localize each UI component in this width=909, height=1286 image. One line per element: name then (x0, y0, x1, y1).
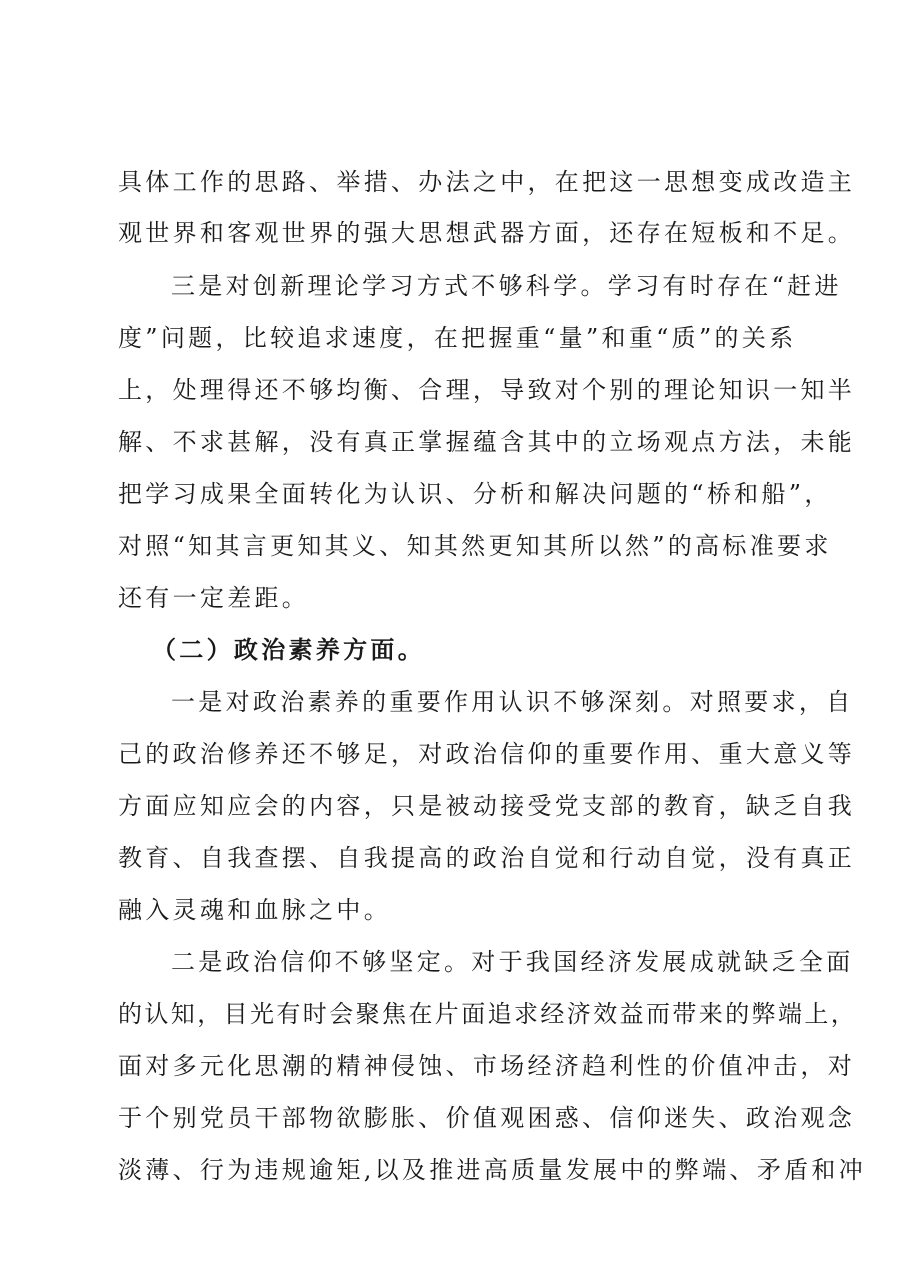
body-text-line: 三是对创新理论学习方式不够科学。学习有时存在“赶进 (171, 272, 842, 300)
body-text-line: 上，处理得还不够均衡、合理，导致对个别的理论知识一知半 (118, 376, 856, 404)
body-text-line: 于个别党员干部物欲膨胀、价值观困惑、信仰迷失、政治观念 (118, 1104, 856, 1132)
body-text-line: 二是政治信仰不够坚定。对于我国经济发展成就缺乏全面 (171, 948, 854, 976)
body-text-line: 度”问题，比较追求速度，在把握重“量”和重“质”的关系 (118, 324, 797, 352)
body-text-line: 解、不求甚解，没有真正掌握蕴含其中的立场观点方法，未能 (118, 428, 856, 456)
body-text-line: 己的政治修养还不够足，对政治信仰的重要作用、重大意义等 (118, 740, 856, 768)
body-text-line: 面对多元化思潮的精神侵蚀、市场经济趋利性的价值冲击，对 (118, 1052, 856, 1080)
body-text-line: 一是对政治素养的重要作用认识不够深刻。对照要求，自 (171, 688, 854, 716)
body-text-line: 方面应知应会的内容，只是被动接受党支部的教育，缺乏自我 (118, 792, 856, 820)
body-text-line: 淡薄、行为违规逾矩,以及推进高质量发展中的弊端、矛盾和冲 (118, 1156, 867, 1184)
body-text-line: 观世界和客观世界的强大思想武器方面，还存在短板和不足。 (118, 219, 856, 247)
body-text-line: 的认知，目光有时会聚焦在片面追求经济效益而带来的弊端上， (118, 1000, 858, 1028)
body-text-line: 具体工作的思路、举措、办法之中，在把这一思想变成改造主 (118, 168, 856, 196)
section-heading: （二）政治素养方面。 (152, 635, 425, 664)
body-text-line: 融入灵魂和血脉之中。 (118, 896, 391, 924)
body-text-line: 对照“知其言更知其义、知其然更知其所以然”的高标准要求 (118, 532, 832, 560)
body-text-line: 教育、自我查摆、自我提高的政治自觉和行动自觉，没有真正 (118, 844, 856, 872)
body-text-line: 把学习成果全面转化为认识、分析和解决问题的“桥和船”， (118, 480, 832, 508)
body-text-line: 还有一定差距。 (118, 584, 310, 612)
